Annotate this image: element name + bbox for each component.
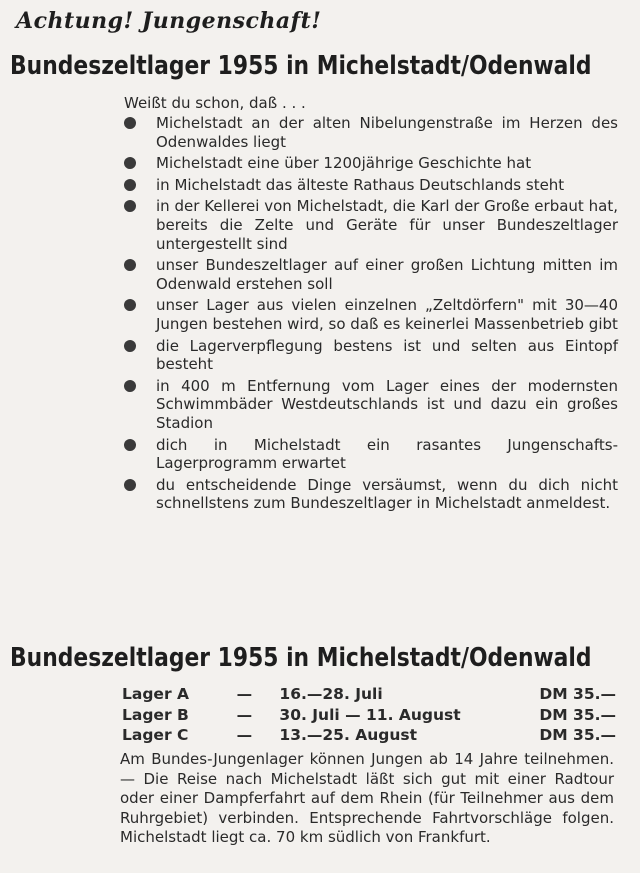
list-item [122, 377, 618, 433]
headline-top: Bundeszeltlager 1955 in Michelstadt/Odenwald [10, 51, 592, 81]
fact-text: die Lagerverpflegung bestens ist und selten aus Eintopf besteht [156, 336, 618, 374]
bullet-dot-icon [124, 157, 136, 169]
facts-list [122, 114, 618, 516]
fact-text: Michelstadt an der alten Nibelungenstraße im Herzen des Odenwaldes liegt [156, 114, 618, 151]
list-item [122, 154, 618, 173]
list-item [122, 296, 618, 333]
list-item [122, 476, 618, 513]
table-row [122, 705, 616, 726]
list-item [122, 114, 618, 151]
camp-name: Lager A [122, 685, 189, 703]
fact-text: unser Bundeszeltlager auf einer großen Lichtung mitten im Odenwald erstehen soll [156, 256, 618, 293]
list-item [122, 197, 618, 253]
camp-dash: — [236, 705, 253, 724]
list-item [122, 337, 618, 374]
fact-text: Michelstadt eine über 1200jährige Geschichte hat [156, 154, 532, 173]
camp-dash: — [236, 685, 253, 703]
fact-text: dich in Michelstadt ein rasantes Jungenschafts-Lagerprogramm erwartet [156, 435, 618, 473]
closing-paragraph: Am Bundes-Jungenlager können Jungen ab 14 Jahre teilnehmen. — Die Reise nach Michelstadt läßt sich gut mit einer Radtour oder einer Dampferfahrt auf dem Rhein (für Teilnehmer aus dem Ruhrgebiet) verbinden. Entsprechende Fahrtvorschläge folgen. Michelstadt liegt ca. 70 km südlich von Frankfurt. [120, 750, 614, 847]
camp-dash: — [236, 726, 253, 744]
headline-bottom: Bundeszeltlager 1955 in Michelstadt/Odenwald [10, 643, 592, 673]
table-row [122, 684, 616, 705]
bullet-dot-icon [124, 200, 136, 212]
fact-text: in 400 m Entfernung vom Lager eines der modernsten Schwimmbäder Westdeutschlands ist und dazu ein großes Stadion [156, 376, 618, 432]
camp-price: DM 35.— [539, 685, 616, 703]
bullet-dot-icon [124, 340, 136, 352]
bullet-dot-icon [124, 439, 136, 451]
fact-text: unser Lager aus vielen einzelnen „Zeltdörfern" mit 30—40 Jungen bestehen wird, so daß es keinerlei Massenbetrieb gibt [156, 296, 618, 333]
fact-text: in der Kellerei von Michelstadt, die Karl der Große erbaut hat, bereits die Zelte und Geräte für unser Bundeszeltlager untergestellt sind [156, 197, 618, 253]
list-item [122, 256, 618, 293]
bullet-dot-icon [124, 117, 136, 129]
bullet-dot-icon [124, 479, 136, 491]
fact-text: in Michelstadt das älteste Rathaus Deutschlands steht [156, 175, 565, 194]
bullet-dot-icon [124, 380, 136, 392]
camp-name: Lager B [122, 705, 189, 724]
bullet-dot-icon [124, 299, 136, 311]
bullet-dot-icon [124, 179, 136, 191]
table-row [122, 725, 616, 746]
fact-text: du entscheidende Dinge versäumst, wenn du dich nicht schnellstens zum Bundeszeltlager in Michelstadt anmeldest. [156, 475, 618, 513]
camp-dates: 30. Juli — 11. August [279, 705, 461, 724]
header-slogan: Achtung! Jungenschaft! [16, 8, 322, 34]
camp-price: DM 35.— [539, 726, 616, 744]
list-item [122, 436, 618, 473]
bullet-dot-icon [124, 259, 136, 271]
intro-text: Weißt du schon, daß . . . [124, 94, 306, 112]
list-item [122, 176, 618, 195]
camp-dates: 16.—28. Juli [279, 685, 383, 703]
camp-price: DM 35.— [539, 705, 616, 724]
camp-schedule-table [122, 684, 616, 746]
camp-dates: 13.—25. August [279, 726, 418, 744]
camp-name: Lager C [122, 726, 189, 744]
